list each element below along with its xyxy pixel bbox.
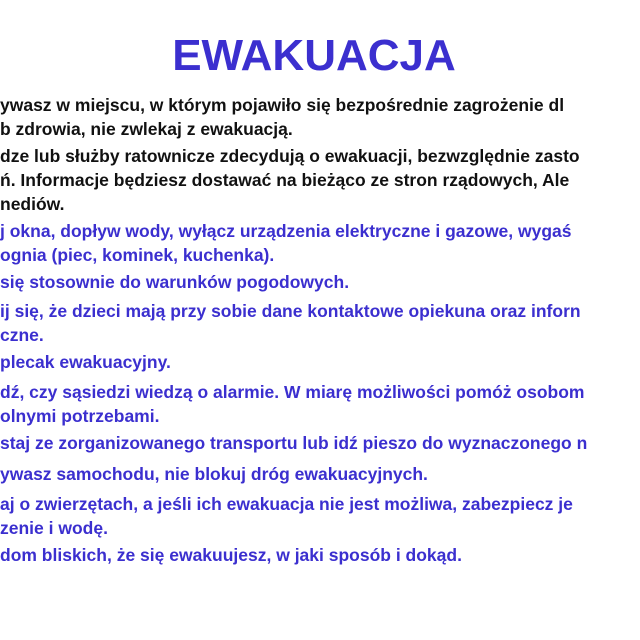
text-line: ywasz w miejscu, w którym pojawiło się bezpośrednie zagrożenie dl xyxy=(0,95,565,115)
text-line: czne. xyxy=(0,325,44,345)
text-line: ognia (piec, kominek, kuchenka). xyxy=(0,245,275,265)
text-line: staj ze zorganizowanego transportu lub idź pieszo do wyznaczonego n xyxy=(0,433,588,453)
instruction-8 xyxy=(0,492,573,540)
instruction-5 xyxy=(0,380,584,428)
text-line: aj o zwierzętach, a jeśli ich ewakuacja nie jest możliwa, zabezpiecz je xyxy=(0,494,573,514)
text-line: dze lub służby ratownicze zdecydują o ewakuacji, bezwzględnie zasto xyxy=(0,146,580,166)
text-line: nediów. xyxy=(0,194,65,214)
text-line: ywasz samochodu, nie blokuj dróg ewakuacyjnych. xyxy=(0,464,428,484)
instruction-2 xyxy=(0,270,349,294)
text-line: dom bliskich, że się ewakuujesz, w jaki sposób i dokąd. xyxy=(0,545,462,565)
text-line: zenie i wodę. xyxy=(0,518,108,538)
text-line: się stosownie do warunków pogodowych. xyxy=(0,272,350,292)
text-line: ń. Informacje będziesz dostawać na bieżąco ze stron rządowych, Ale xyxy=(0,170,570,190)
intro-paragraph-2 xyxy=(0,144,580,216)
intro-paragraph-1 xyxy=(0,93,564,141)
text-line: j okna, dopływ wody, wyłącz urządzenia elektryczne i gazowe, wygaś xyxy=(0,221,572,241)
text-line: olnymi potrzebami. xyxy=(0,406,160,426)
instruction-7 xyxy=(0,462,428,486)
instruction-3 xyxy=(0,299,581,347)
text-line: b zdrowia, nie zwlekaj z ewakuacją. xyxy=(0,119,293,139)
slide-title: EWAKUACJA xyxy=(172,31,456,80)
instruction-4 xyxy=(0,350,171,374)
instruction-1 xyxy=(0,219,572,267)
text-line: ij się, że dzieci mają przy sobie dane kontaktowe opiekuna oraz inforn xyxy=(0,301,581,321)
text-line: plecak ewakuacyjny. xyxy=(0,352,171,372)
instruction-9 xyxy=(0,543,462,567)
instruction-6 xyxy=(0,431,587,455)
text-line: dź, czy sąsiedzi wiedzą o alarmie. W miarę możliwości pomóż osobom xyxy=(0,382,585,402)
